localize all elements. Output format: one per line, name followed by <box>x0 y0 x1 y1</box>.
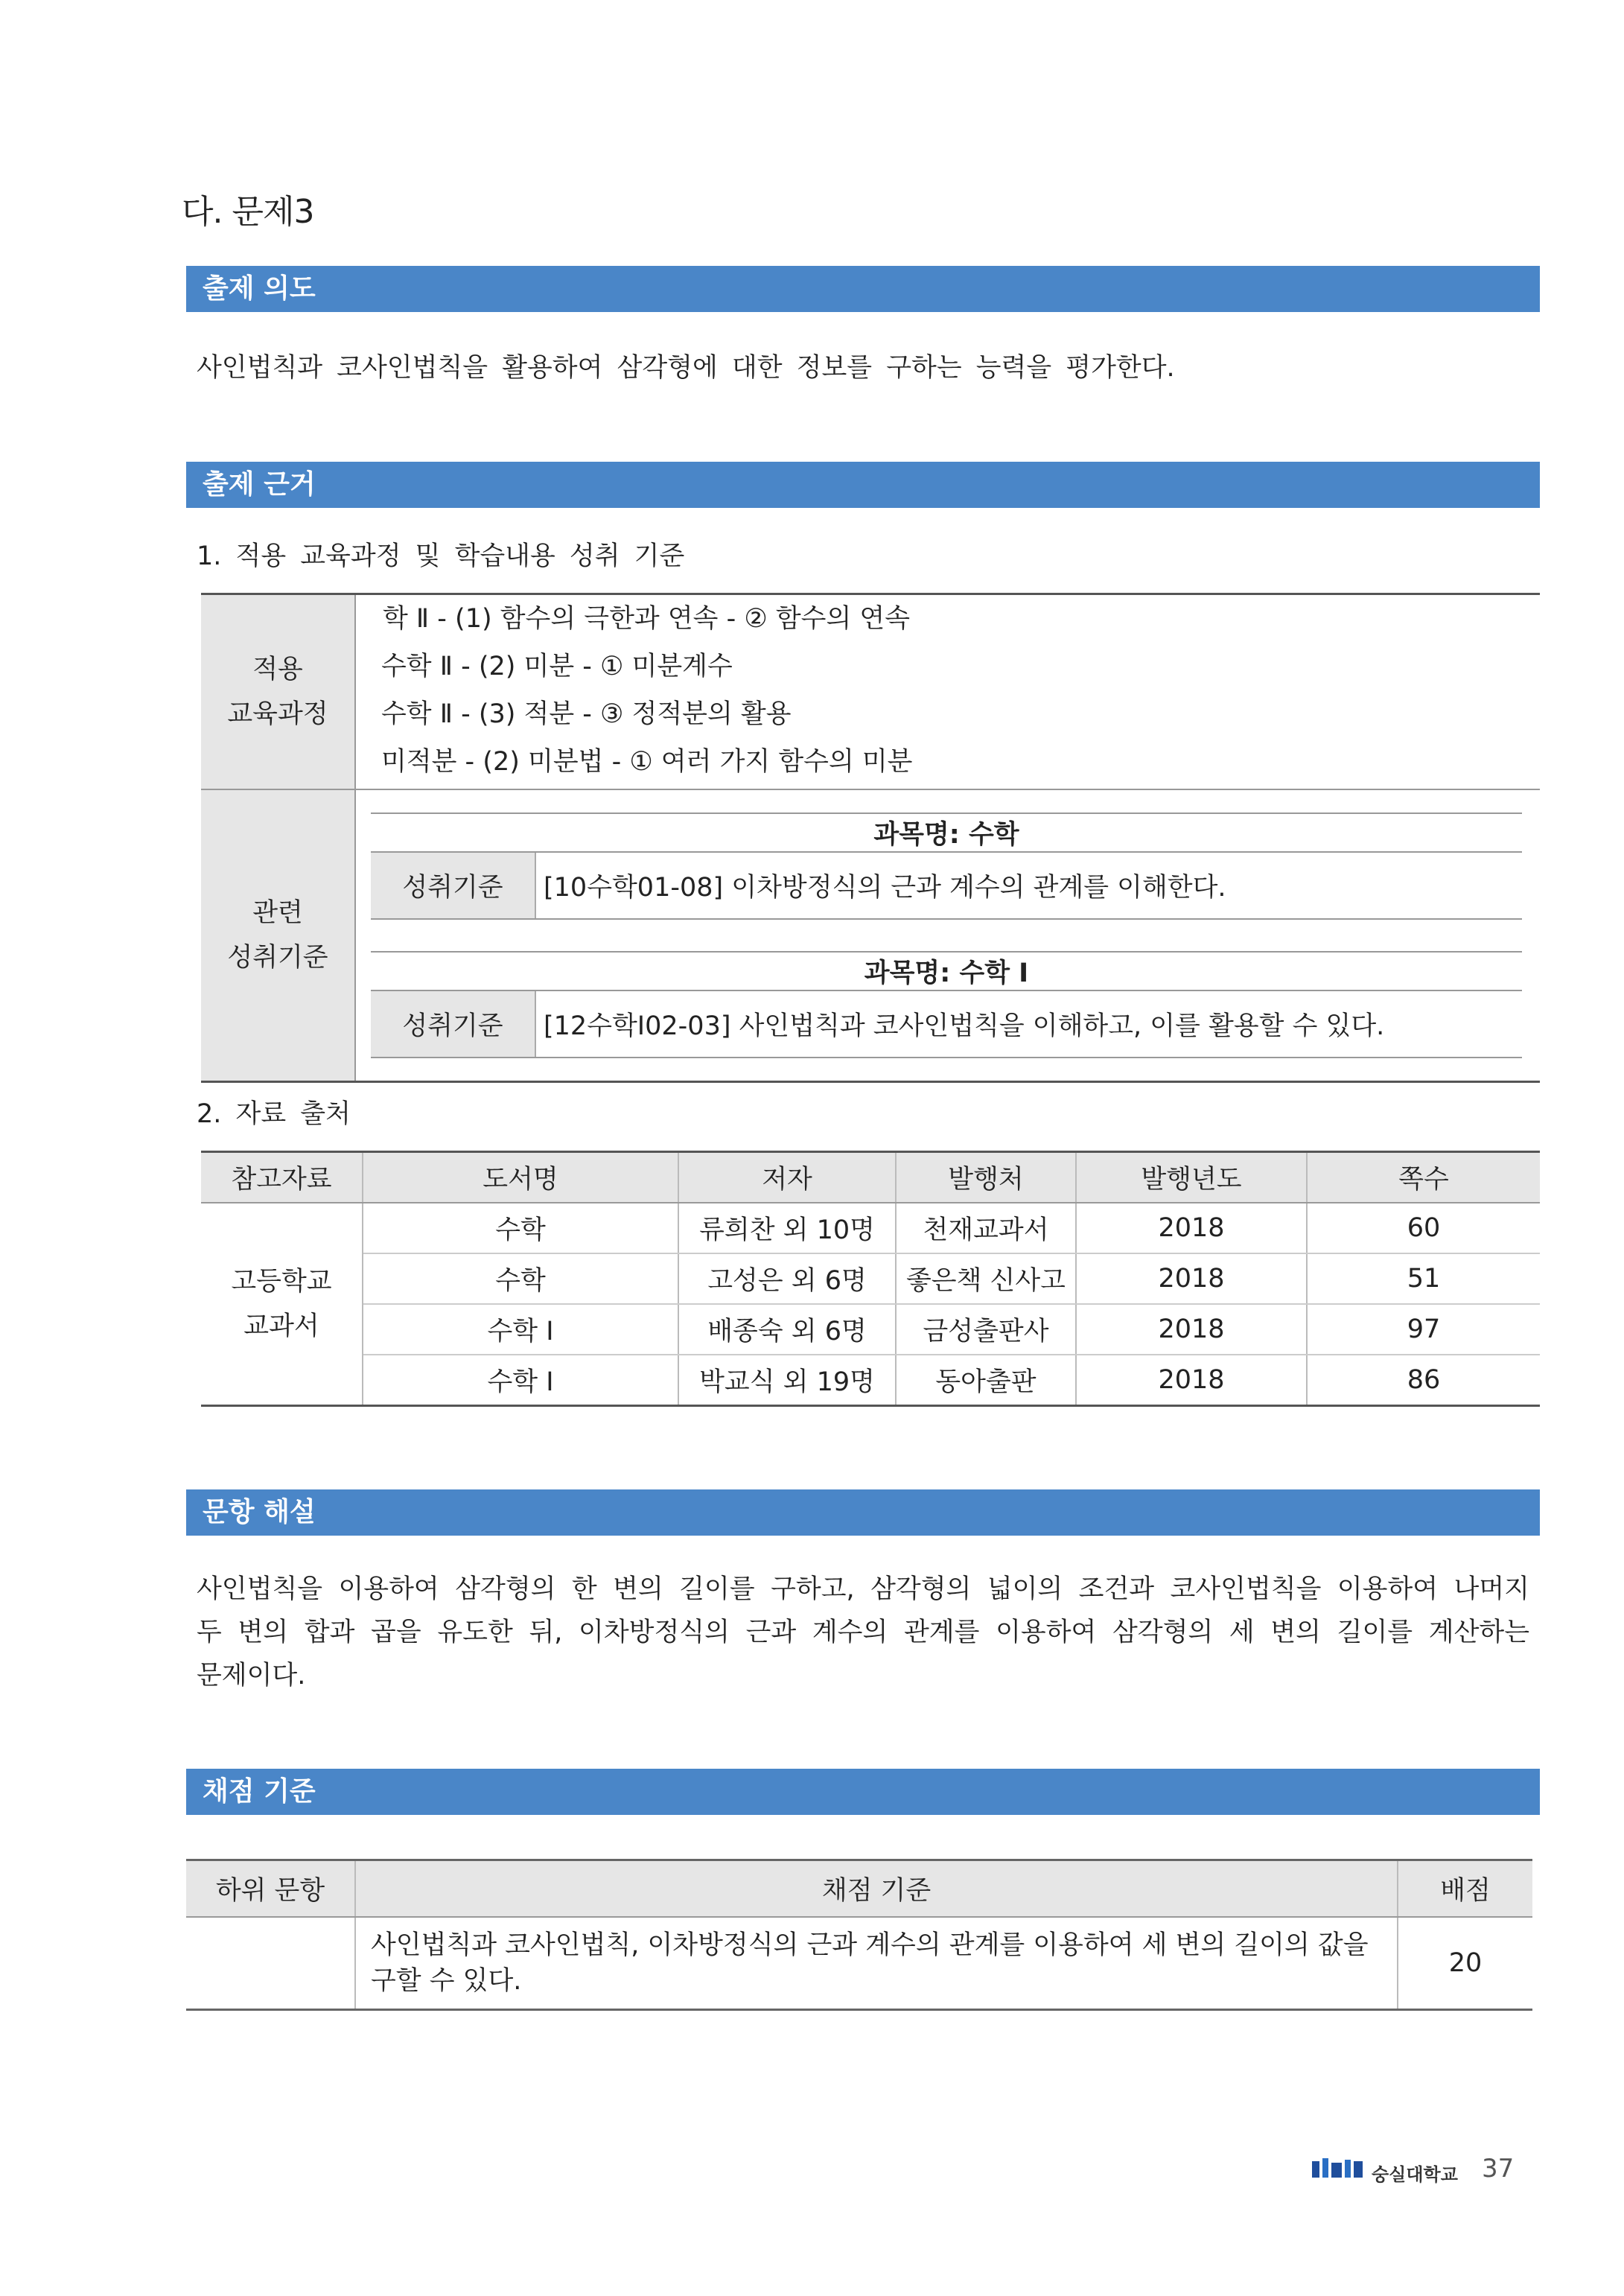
author: 고성은 외 6명 <box>678 1253 896 1304</box>
standard-label: 성취기준 <box>371 990 535 1058</box>
page-title: 다. 문제3 <box>182 193 314 231</box>
section-heading-grading: 채점 기준 <box>186 1769 1540 1815</box>
table-row <box>186 1917 1532 2010</box>
course-name: 과목명: 수학 <box>371 813 1522 852</box>
year: 2018 <box>1076 1304 1307 1355</box>
sources-table <box>201 1151 1540 1407</box>
university-name: 숭실대학교 <box>1372 2164 1458 2185</box>
page-number: 37 <box>1482 2154 1515 2184</box>
table-row <box>201 1203 1540 1253</box>
publisher: 동아출판 <box>896 1355 1076 1406</box>
standard-label: 성취기준 <box>371 852 535 919</box>
source-group <box>201 1203 363 1406</box>
score: 20 <box>1448 1948 1483 1978</box>
publisher: 금성출판사 <box>896 1304 1076 1355</box>
section-heading-intent: 출제 의도 <box>186 266 1540 312</box>
curriculum-item: 학 Ⅱ - (1) 함수의 극한과 연속 - ② 함수의 연속 <box>383 604 911 634</box>
standard-text: [12수학Ⅰ02-03] 사인법칙과 코사인법칙을 이해하고, 이를 활용할 수 있다. <box>535 990 1522 1058</box>
standard-block <box>371 951 1522 1058</box>
table-row <box>201 1304 1540 1355</box>
year: 2018 <box>1076 1355 1307 1406</box>
author: 박교식 외 19명 <box>678 1355 896 1406</box>
pages: 60 <box>1307 1203 1540 1253</box>
university-logo-icon <box>1312 2158 1369 2184</box>
basis-subheading-1: 1. 적용 교육과정 및 학습내용 성취 기준 <box>197 541 685 571</box>
year: 2018 <box>1076 1253 1307 1304</box>
grading-table <box>186 1859 1532 2011</box>
sub-item <box>186 1917 355 2010</box>
intent-text: 사인법칙과 코사인법칙을 활용하여 삼각형에 대한 정보를 구하는 능력을 평가한다. <box>197 353 1175 383</box>
standard-text: [10수학01-08] 이차방정식의 근과 계수의 관계를 이해한다. <box>535 852 1522 919</box>
book-title: 수학 <box>363 1203 678 1253</box>
basis-subheading-2: 2. 자료 출처 <box>197 1099 351 1129</box>
curriculum-table <box>201 593 1540 1083</box>
source-group-line1: 고등학교 <box>231 1267 332 1297</box>
author: 배종숙 외 6명 <box>678 1304 896 1355</box>
curriculum-list <box>355 594 1540 790</box>
explanation-text: 사인법칙을 이용하여 삼각형의 한 변의 길이를 구하고, 삼각형의 넓이의 조건과 코사인법칙을 이용하여 나머지 두 변의 합과 곱을 유도한 뒤, 이차방정식의 근과 계수의 관계를 이용하여 삼각형의 세 변의 길이를 계산하는 문제이다. <box>197 1574 1529 1691</box>
curriculum-item: 미적분 - (2) 미분법 - ① 여러 가지 함수의 미분 <box>381 747 913 777</box>
col-header: 하위 문항 <box>186 1860 355 1918</box>
col-header: 발행처 <box>896 1152 1076 1203</box>
col-header: 배점 <box>1398 1860 1532 1918</box>
curriculum-label-line2: 교육과정 <box>227 699 328 729</box>
table-row <box>201 1253 1540 1304</box>
section-heading-basis: 출제 근거 <box>186 462 1540 508</box>
book-title: 수학 Ⅰ <box>363 1355 678 1406</box>
grading-criterion: 사인법칙과 코사인법칙, 이차방정식의 근과 계수의 관계를 이용하여 세 변의 길이의 값을 구할 수 있다. <box>355 1917 1398 2010</box>
curriculum-item: 수학 Ⅱ - (2) 미분 - ① 미분계수 <box>381 652 733 681</box>
standards-label <box>201 789 355 1082</box>
pages: 51 <box>1307 1253 1540 1304</box>
standards-label-line1: 관련 <box>252 898 303 928</box>
publisher: 좋은책 신사고 <box>896 1253 1076 1304</box>
author: 류희찬 외 10명 <box>678 1203 896 1253</box>
standards-cell <box>355 789 1540 1082</box>
book-title: 수학 Ⅰ <box>363 1304 678 1355</box>
source-group-line2: 교과서 <box>243 1311 319 1341</box>
section-heading-explanation: 문항 해설 <box>186 1489 1540 1536</box>
book-title: 수학 <box>363 1253 678 1304</box>
col-header: 참고자료 <box>201 1152 363 1203</box>
standards-label-line2: 성취기준 <box>227 943 328 973</box>
course-name: 과목명: 수학 Ⅰ <box>371 952 1522 990</box>
pages: 97 <box>1307 1304 1540 1355</box>
curriculum-item: 수학 Ⅱ - (3) 적분 - ③ 정적분의 활용 <box>381 699 792 729</box>
col-header: 쪽수 <box>1307 1152 1540 1203</box>
curriculum-label-line1: 적용 <box>252 655 303 684</box>
col-header: 채점 기준 <box>355 1860 1398 1918</box>
col-header: 발행년도 <box>1076 1152 1307 1203</box>
curriculum-label <box>201 594 355 790</box>
table-row <box>201 1355 1540 1406</box>
year: 2018 <box>1076 1203 1307 1253</box>
publisher: 천재교과서 <box>896 1203 1076 1253</box>
col-header: 도서명 <box>363 1152 678 1203</box>
pages: 86 <box>1407 1365 1441 1395</box>
standard-block <box>371 812 1522 920</box>
col-header: 저자 <box>678 1152 896 1203</box>
